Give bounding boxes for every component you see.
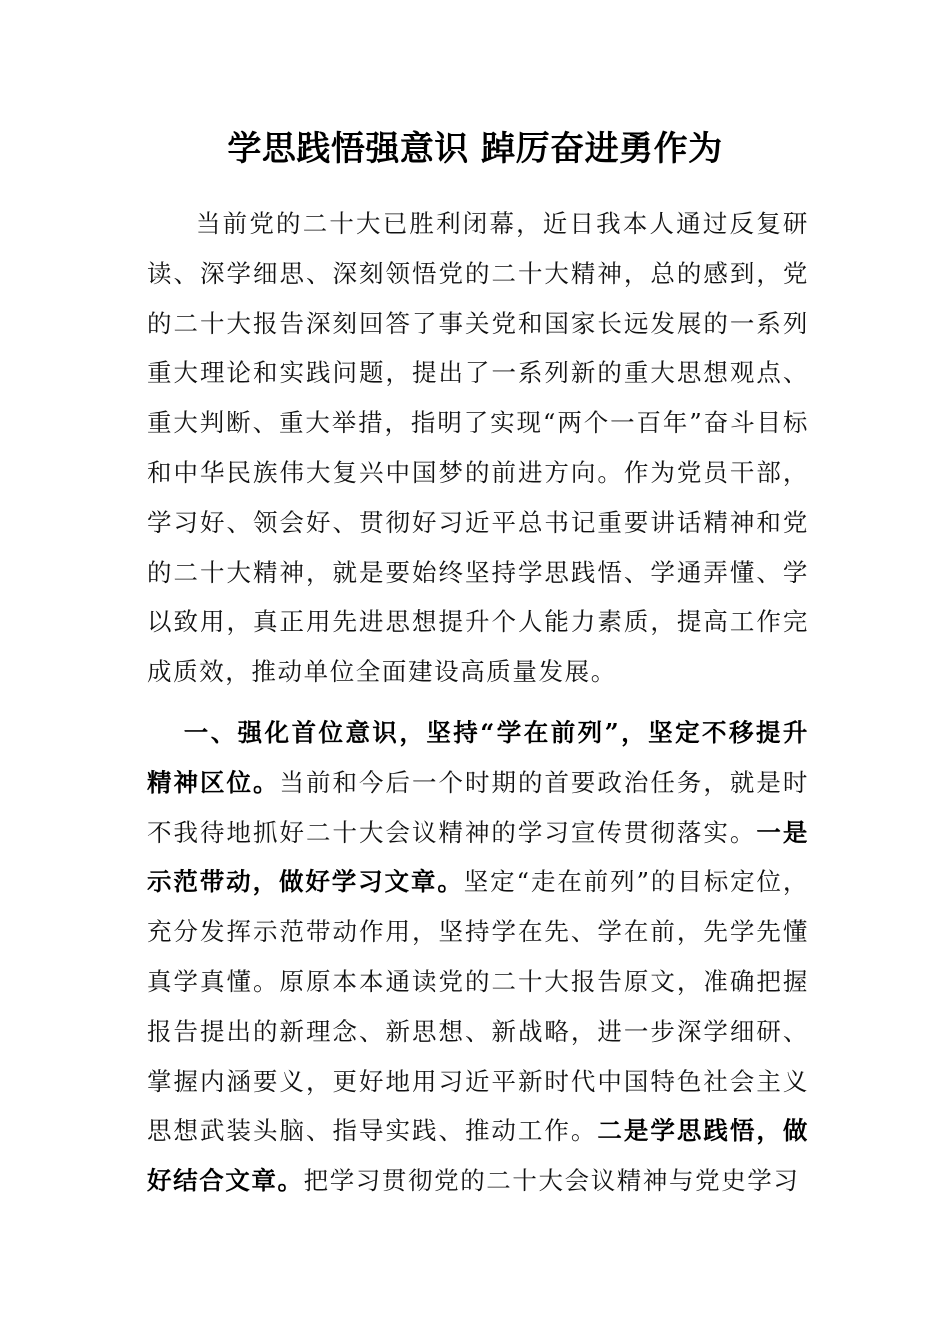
section-1-paragraph (147, 708, 809, 1206)
section-1-heading: 一、强化首位意识，坚持“学在前列”，坚定不移提升精神区位。 (147, 718, 809, 797)
point-1-heading: 一是示范带动，做好学习文章。 (147, 817, 809, 897)
document-title: 学思践悟强意识 踔厉奋进勇作为 (227, 129, 723, 169)
point-2-text: 把学习贯彻党的二十大会议精神与党史学习 (303, 1166, 800, 1196)
intro-paragraph: 当前党的二十大已胜利闭幕，近日我本人通过反复研读、深学细思、深刻领悟党的二十大精神，总的感到，党的二十大报告深刻回答了事关党和国家长远发展的一系列重大理论和实践问题，提出了一系列新的重大思想观点、重大判断、重大举措，指明了实现“两个一百年”奋斗目标和中华民族伟大复兴中国梦的前进方向。作为党员干部，学习好、领会好、贯彻好习近平总书记重要讲话精神和党的二十大精神，就是要始终坚持学思践悟、学通弄懂、学以致用，真正用先进思想提升个人能力素质，提高工作完成质效，推动单位全面建设高质量发展。 (147, 209, 809, 687)
point-2-heading: 二是学思践悟，做好结合文章。 (147, 1116, 809, 1196)
point-1-text: 坚定“走在前列”的目标定位，充分发挥示范带动作用，坚持学在先、学在前，先学先懂真学真懂。原原本本通读党的二十大报告原文，准确把握报告提出的新理念、新思想、新战略，进一步深学细研、掌握内涵要义，更好地用习近平新时代中国特色社会主义思想武装头脑、指导实践、推动工作。 (147, 867, 810, 1146)
section-1-intro: 当前和今后一个时期的首要政治任务，就是时不我待地抓好二十大会议精神的学习宣传贯彻落实。 (147, 767, 810, 847)
